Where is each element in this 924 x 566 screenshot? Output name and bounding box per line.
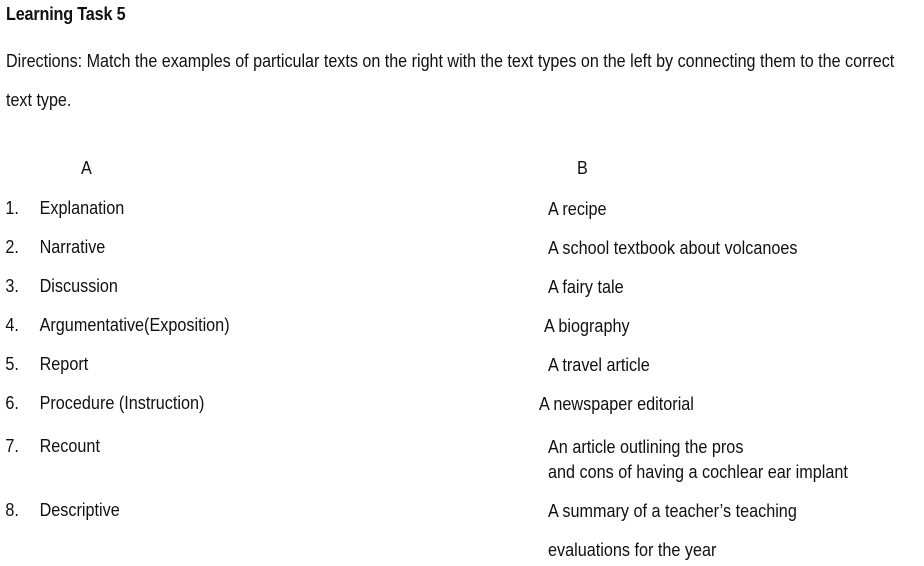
text-type-label: Report (39, 354, 89, 374)
item-number: 2. (5, 237, 19, 257)
example-text: A fairy tale (548, 277, 624, 297)
item-number: 4. (5, 315, 19, 335)
text-type-label: Procedure (Instruction) (39, 393, 205, 413)
example-text: A biography (544, 316, 630, 336)
column-b-header: B (577, 158, 588, 178)
text-type-label: Narrative (39, 237, 106, 257)
text-type-label: Explanation (39, 198, 125, 218)
example-text: A newspaper editorial (539, 394, 694, 414)
example-text: A summary of a teacher’s teaching (548, 501, 797, 521)
task-title: Learning Task 5 (6, 4, 126, 24)
directions-text: Directions: Match the examples of particular texts on the right with the text types on the left by connecting them to the correct text type. (6, 51, 895, 110)
example-text: An article outlining the pros (548, 437, 744, 457)
column-a-header: A (81, 158, 92, 178)
text-type-label: Recount (39, 436, 100, 456)
text-type-label: Descriptive (39, 500, 120, 520)
item-number: 6. (5, 393, 19, 413)
item-number: 3. (5, 276, 19, 296)
item-number: 7. (5, 436, 19, 456)
example-text: A recipe (548, 199, 607, 219)
example-text: A travel article (548, 355, 650, 375)
text-type-label: Discussion (39, 276, 118, 296)
item-number: 5. (5, 354, 19, 374)
example-text-continuation: and cons of having a cochlear ear implant (548, 462, 848, 482)
item-number: 1. (5, 198, 19, 218)
text-type-label: Argumentative(Exposition) (39, 315, 230, 335)
item-number: 8. (5, 500, 19, 520)
example-text-continuation: evaluations for the year (548, 540, 717, 560)
example-text: A school textbook about volcanoes (548, 238, 798, 258)
